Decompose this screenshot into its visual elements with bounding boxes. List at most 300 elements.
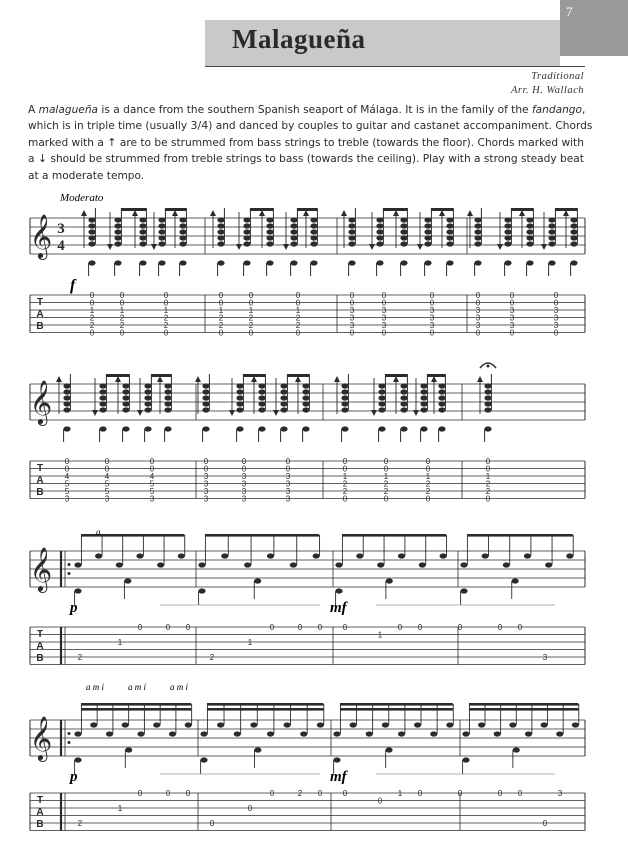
note-head [509,722,516,727]
arpeggio-group [74,703,191,774]
note-head [290,260,297,265]
tab-fret-number: 0 [119,298,125,308]
note-head [290,235,297,240]
tab-fret-number: 1 [425,472,431,481]
note-head [341,389,348,394]
tab-fret-number: 3 [553,313,559,323]
note-head [99,407,106,412]
note-head [63,401,70,406]
note-head [88,223,95,228]
note-head [348,229,355,234]
strum-down-arrow-icon [273,410,279,416]
note-head [236,426,243,431]
note-head [234,731,241,736]
tab-fret-number: 0 [218,298,224,308]
tab-fret-number: 0 [119,328,125,338]
note-head [400,217,407,222]
note-head [258,407,265,412]
note-head [474,217,481,222]
beam [469,703,578,706]
fingering-ami: a m i [170,682,188,692]
tab-fret-number: 5 [149,479,155,489]
tab-fret-number: 0 [241,464,247,474]
note-head [474,241,481,246]
note-head [139,223,146,228]
strum-up-arrow-icon [81,210,87,216]
note-head [494,731,501,736]
note-head [266,229,273,234]
note-head [548,223,555,228]
beam [205,534,319,537]
tab-fret-number: 4 [64,472,70,481]
intro-term-fandango: fandango [531,104,583,116]
note-head [386,578,393,583]
tab-fret-number: 0 [64,457,70,466]
tab-fret-number: 1 [163,306,169,315]
note-head [400,241,407,246]
tab-fret-number: 3 [381,313,387,323]
note-head [144,395,151,400]
note-head [570,260,577,265]
tab-fret-number: 0 [509,328,515,338]
tab-fret-number: 3 [429,313,435,323]
note-head [504,241,511,246]
tab-fret-number: 0 [285,457,291,466]
beam [297,208,317,211]
note-head [302,407,309,412]
note-head [90,722,97,727]
note-head [302,395,309,400]
tab-fret-number: 2 [77,819,83,828]
note-head [548,235,555,240]
tab-fret-number: 0 [269,623,275,632]
note-head [158,235,165,240]
tab-clef-letter: T [36,463,44,474]
arpeggio-group [462,703,579,774]
page-title: Malagueña [232,24,366,54]
note-head [504,229,511,234]
note-head [125,747,132,752]
note-head [378,401,385,406]
note-head [136,553,143,558]
note-head [202,395,209,400]
tab-fret-number: 0 [497,789,503,798]
note-head [341,426,348,431]
strum-up-arrow-icon [195,376,201,382]
tab-clef-letter: B [36,321,44,332]
note-head [376,223,383,228]
note-head [570,235,577,240]
tab-fret-number: 2 [342,479,348,489]
note-head [144,426,151,431]
note-head [243,235,250,240]
note-head [236,401,243,406]
note-head [348,235,355,240]
staves [30,208,585,831]
tab-fret-number: 0 [349,298,355,308]
note-head [217,241,224,246]
intro-text: should be strummed from treble strings to bass (towards the ceiling). Play with a strong steady beat at a moderate tempo. [28,153,584,182]
beam [151,374,171,377]
note-head [548,260,555,265]
tab-fret-number: 3 [557,789,563,798]
tab-fret-number: 0 [381,291,387,300]
note-head [280,389,287,394]
tab-fret-number: 0 [89,298,95,308]
note-head [158,223,165,228]
tab-fret-number: 3 [475,313,481,323]
note-head [258,401,265,406]
tab-fret-number: 1 [247,638,253,647]
note-head [348,241,355,246]
tab-fret-number: 0 [248,328,254,338]
note-head [341,383,348,388]
note-head [144,407,151,412]
note-head [548,241,555,246]
beam [81,708,191,711]
note-head [460,562,467,567]
tab-fret-number: 2 [297,789,303,798]
note-head [280,395,287,400]
note-head [280,426,287,431]
beam [340,703,453,706]
tab-fret-number: 0 [377,796,383,806]
tab-fret-number: 2 [383,487,389,496]
tab-fret-number: 0 [425,457,431,466]
tab-fret-number: 2 [425,479,431,489]
note-head [484,407,491,412]
note-head [217,217,224,222]
tab-fret-number: 0 [397,623,403,632]
tab-fret-number: 3 [203,479,209,489]
tab-fret-number: 0 [485,457,491,466]
tab-fret-number: 0 [429,328,435,338]
beam [469,708,578,711]
note-head [250,722,257,727]
strum-down-arrow-icon [417,244,423,250]
note-head [310,223,317,228]
tab-fret-number: 3 [429,306,435,315]
note-head [570,223,577,228]
tab-fret-number: 0 [185,623,191,632]
tab-fret-number: 3 [285,487,291,496]
tab-fret-number: 5 [64,487,70,496]
note-head [169,731,176,736]
note-head [178,553,185,558]
note-head [221,553,228,558]
note-head [202,426,209,431]
tab-fret-number: 0 [165,623,171,632]
note-head [63,395,70,400]
tab-fret-number: 3 [203,494,209,504]
strum-down-arrow-icon [229,410,235,416]
strum-up-arrow-icon [334,376,340,382]
beam [511,208,533,211]
note-head [99,401,106,406]
tab-fret-number: 1 [377,630,383,640]
tab-fret-number: 3 [349,313,355,323]
note-head [217,260,224,265]
strum-down-arrow-icon [137,410,143,416]
time-signature-top: 3 [57,221,65,237]
tab-fret-number: 0 [342,464,348,474]
strum-up-arrow-icon [210,210,216,216]
note-head [446,722,453,727]
note-head [88,241,95,246]
beam [165,208,186,211]
page-number: 7 [566,4,573,19]
note-head [179,217,186,222]
beam [383,208,407,211]
note-head [513,747,520,752]
beam [121,208,146,211]
note-head [419,562,426,567]
note-head [348,260,355,265]
note-head [424,235,431,240]
beam [342,534,446,537]
note-head [348,223,355,228]
note-head [341,395,348,400]
tab-fret-number: 1 [295,306,301,315]
note-head [116,562,123,567]
note-head [376,235,383,240]
time-signature-bottom: 4 [57,238,65,254]
tab-fret-number: 3 [381,321,387,330]
note-head [217,722,224,727]
tab-fret-number: 3 [285,479,291,489]
note-head [376,229,383,234]
tab-fret-number: 0 [295,298,301,308]
note-head [484,426,491,431]
beam [427,374,445,377]
fingering-ami: a m i [128,682,146,692]
arpeggio-group [335,534,446,605]
tab-fret-number: 2 [485,487,491,496]
tab-fret-number: 1 [89,306,95,315]
intro-text: is a dance from the southern Spanish seaport of Málaga. It is in the family of the [98,104,532,116]
strum-down-arrow-icon [283,244,289,250]
note-head [378,389,385,394]
tab-fret-number: 2 [485,479,491,489]
note-head [424,241,431,246]
tab-fret-number: 0 [218,291,224,300]
beam [340,708,453,711]
note-head [63,383,70,388]
tab-fret-number: 0 [475,291,481,300]
tab-fret-number: 2 [425,487,431,496]
tab-fret-number: 0 [295,328,301,338]
note-head [376,260,383,265]
beam [207,708,323,711]
tab-fret-number: 2 [119,313,125,323]
note-head [114,235,121,240]
note-head [484,389,491,394]
beam [287,374,309,377]
note-head [504,223,511,228]
strum-down-arrow-icon [497,244,503,250]
note-head [420,426,427,431]
tab-clef-letter: B [36,819,44,830]
tab-fret-number: 0 [317,789,323,798]
tab-fret-number: 0 [163,328,169,338]
tab-fret-number: 3 [475,306,481,315]
tab-fret-number: 0 [553,328,559,338]
tab-fret-number: 2 [342,487,348,496]
note-head [462,731,469,736]
note-head [258,389,265,394]
note-head [378,395,385,400]
note-head [420,383,427,388]
note-head [424,229,431,234]
tab-fret-number: 1 [485,472,491,481]
note-head [341,407,348,412]
note-head [164,389,171,394]
note-head [290,217,297,222]
tab-fret-number: 0 [381,298,387,308]
note-head [258,395,265,400]
tab-fret-number: 0 [342,494,348,504]
treble-clef-icon: 𝄞 [29,380,53,424]
note-head [99,383,106,388]
tab-fret-number: 1 [218,306,224,315]
fingering-ami: a m i [86,682,104,692]
note-head [446,217,453,222]
tab-fret-number: 0 [185,789,191,798]
note-head [63,407,70,412]
note-head [378,383,385,388]
note-head [95,553,102,558]
note-head [290,223,297,228]
note-head [153,722,160,727]
note-head [460,588,467,593]
note-head [335,588,342,593]
tab-fret-number: 2 [77,653,83,662]
strum-up-arrow-icon [56,376,62,382]
tab-fret-number: 2 [248,321,254,330]
tab-fret-number: 3 [542,653,548,662]
note-head [254,747,261,752]
tab-fret-number: 0 [417,789,423,798]
tab-fret-number: 2 [295,321,301,330]
note-head [310,235,317,240]
repeat-dot [68,563,71,566]
note-head [266,223,273,228]
note-head [420,389,427,394]
tab-fret-number: 5 [149,487,155,496]
note-head [438,407,445,412]
tab-fret-number: 0 [285,464,291,474]
tab-fret-number: 0 [163,291,169,300]
tab-fret-number: 0 [457,623,463,632]
strum-down-arrow-icon [413,410,419,416]
note-head [88,235,95,240]
note-head [484,401,491,406]
down-arrow-icon: ↓ [37,152,48,166]
note-head [137,731,144,736]
note-head [164,383,171,388]
note-head [158,260,165,265]
note-head [88,217,95,222]
note-head [482,553,489,558]
note-head [424,260,431,265]
note-head [526,260,533,265]
tab-fret-number: 2 [209,653,215,662]
note-head [290,229,297,234]
strum-up-arrow-icon [341,210,347,216]
tab-fret-number: 0 [475,328,481,338]
note-head [139,235,146,240]
fingering-a: a [96,527,101,537]
note-head [114,217,121,222]
note-head [474,260,481,265]
note-head [446,260,453,265]
note-head [400,401,407,406]
note-head [524,553,531,558]
note-head [63,426,70,431]
tab-fret-number: 0 [64,464,70,474]
note-head [139,260,146,265]
note-head [302,383,309,388]
tab-fret-number: 3 [349,321,355,330]
tab-fret-number: 3 [509,313,515,323]
note-head [526,229,533,234]
note-head [341,401,348,406]
tab-fret-number: 3 [104,494,110,504]
note-head [114,260,121,265]
tab-fret-number: 0 [137,623,143,632]
note-head [377,562,384,567]
tab-fret-number: 5 [104,479,110,489]
note-head [400,229,407,234]
dynamic-mezzo-forte: mf [330,769,347,785]
note-head [548,229,555,234]
dynamic-forte: f [70,277,76,294]
tab-fret-number: 3 [241,487,247,496]
note-head [122,389,129,394]
note-head [414,722,421,727]
note-head [236,407,243,412]
note-head [114,241,121,246]
note-head [122,722,129,727]
note-head [478,722,485,727]
note-head [398,731,405,736]
note-head [526,241,533,246]
strum-down-arrow-icon [541,244,547,250]
intro-text: , which is in triple time (usually [28,104,586,133]
tab-fret-number: 2 [89,313,95,323]
note-head [122,383,129,388]
tab-fret-number: 4 [104,472,110,481]
tab-fret-number: 5 [104,487,110,496]
note-head [99,426,106,431]
arpeggio-group [333,703,453,774]
tab-fret-number: 0 [381,328,387,338]
tab-fret-number: 0 [429,291,435,300]
tab-fret-number: 1 [117,804,123,813]
tab-fret-number: 2 [248,313,254,323]
note-head [236,383,243,388]
beam [467,534,573,537]
note-head [474,223,481,228]
note-head [258,383,265,388]
dynamic-mezzo-forte: mf [330,600,347,616]
tab-clef-letter: T [36,795,44,806]
tab-fret-number: 3 [553,306,559,315]
note-head [164,407,171,412]
note-head [376,217,383,222]
beam [243,374,265,377]
note-head [280,383,287,388]
